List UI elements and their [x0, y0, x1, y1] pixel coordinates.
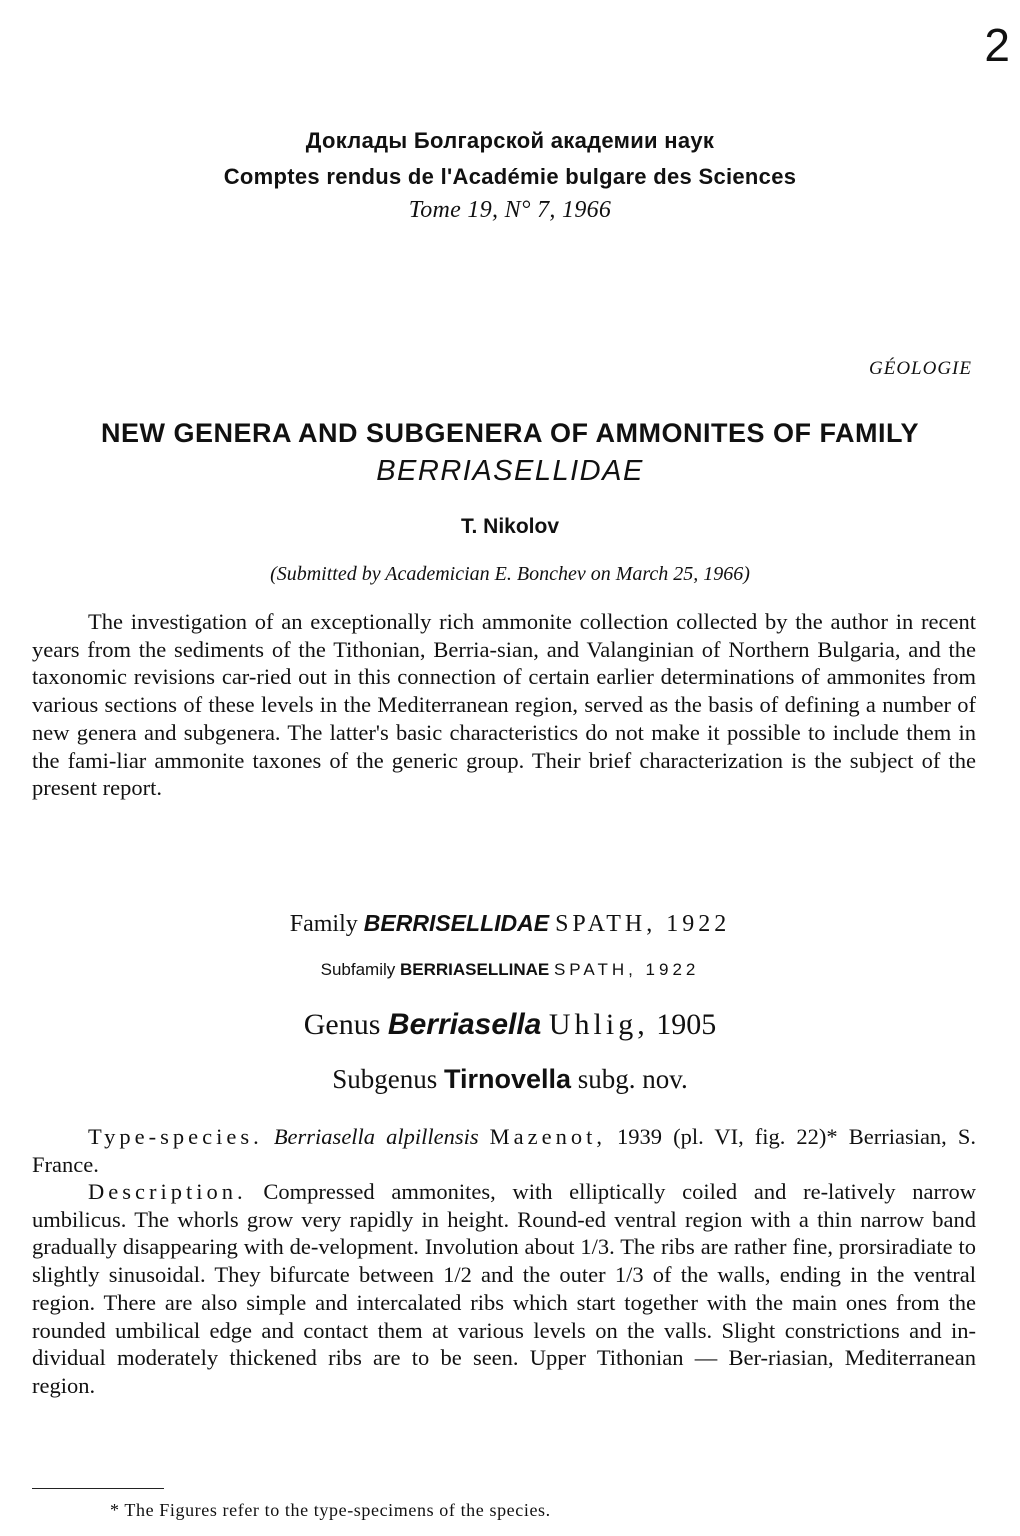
subfamily-name: BERRIASELLINAE: [399, 960, 550, 979]
family-heading: [0, 910, 1020, 938]
genus-author: Uhlig,: [548, 1008, 649, 1041]
type-species-author: Mazenot,: [489, 1124, 606, 1149]
type-species-paragraph: [32, 1123, 976, 1178]
type-species-lead: Type-species.: [88, 1124, 263, 1149]
family-name: BERRISELLIDAE: [363, 910, 550, 936]
genus-year: 1905: [656, 1008, 717, 1041]
subfamily-author: SPATH, 1922: [553, 960, 700, 979]
page-number: 2: [984, 19, 1010, 71]
subgenus-prefix: Subgenus: [332, 1064, 438, 1094]
subfamily-prefix: Subfamily: [320, 960, 396, 979]
family-prefix: Family: [289, 911, 358, 937]
description-lead: Description.: [88, 1179, 247, 1204]
footnote: * The Figures refer to the type-specimens of the species.: [110, 1500, 551, 1520]
subgenus-name: Tirnovella: [443, 1064, 572, 1094]
article-title-line1: NEW GENERA AND SUBGENERA OF AMMONITES OF FAMILY: [100, 418, 920, 448]
article-title-line2: BERRIASELLIDAE: [376, 455, 644, 487]
section-label: GÉOLOGIE: [869, 358, 972, 379]
family-author: SPATH, 1922: [555, 911, 731, 937]
intro-paragraph: The investigation of an exceptionally rich ammonite collection collected by the author in recent years from the sediments of the Tithonian, Berria-sian, and Valanginian of Northern Bulgaria, and the taxonomic revisions car-ried out in this connection of certain earlier determinations of ammonites from various sections of these levels in the Mediterranean region, served as the basis of defining a number of new genera and subgenera. The latter's basic characteristics do not make it possible to include them in the fami-liar ammonite taxones of the generic group. Their brief characterization is the subject of the present report.: [32, 609, 976, 801]
author: T. Nikolov: [460, 515, 560, 538]
description-text: Compressed ammonites, with elliptically coiled and re-latively narrow umbilicus. The whorls grow very rapidly in height. Round-ed ventral region with a thin narrow band gradually disappearing with de-velopment. Involution about 1/3. The ribs are rather fine, prorsiradiate to slightly sinusoidal. They bifurcate between 1/2 and the outer 1/3 of the walls, ending in the ventral region. There are also simple and intercalated ribs which start together with the main ones from the rounded umbilical edge and contact them at various levels on the valls. Slight constrictions and in-dividual moderately thickened ribs are to be seen. Upper Tithonian — Ber-riasian, Mediterranean region.: [32, 1179, 977, 1398]
type-species-rest: 1939 (pl. VI, fig. 22)* Berriasian, S. France.: [32, 1124, 976, 1177]
journal-name-russian: Доклады Болгарской академии наук: [305, 128, 715, 153]
subgenus-suffix: subg. nov.: [577, 1064, 688, 1094]
footnote-divider: [32, 1488, 164, 1489]
journal-volume: Tome 19, N° 7, 1966: [408, 197, 612, 223]
genus-prefix: Genus: [303, 1008, 381, 1041]
subfamily-heading: [0, 960, 1020, 980]
genus-name: Berriasella: [387, 1008, 542, 1041]
subgenus-heading: [0, 1064, 1020, 1095]
journal-name-french: Comptes rendus de l'Académie bulgare des Sciences: [223, 164, 797, 189]
genus-heading: [0, 1008, 1020, 1042]
description-paragraph: [32, 1178, 976, 1400]
submitted-note: (Submitted by Academician E. Bonchev on March 25, 1966): [270, 563, 750, 585]
type-species-name: Berriasella alpillensis: [273, 1124, 479, 1149]
